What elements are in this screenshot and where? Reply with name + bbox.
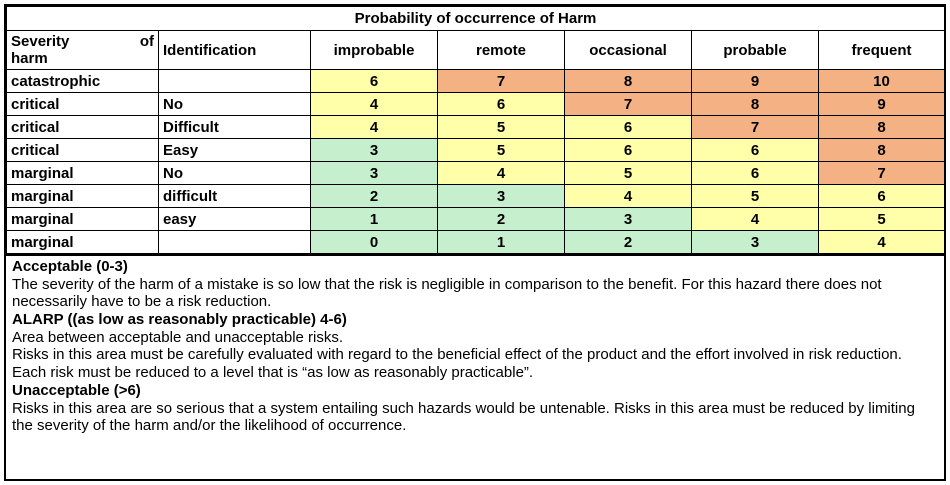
cell-severity: critical bbox=[7, 93, 159, 116]
header-occasional: occasional bbox=[565, 31, 692, 70]
table-title-row bbox=[7, 7, 945, 31]
unacceptable-text: Risks in this area are so serious that a system entailing such hazards would be untenable. Risks in this area must be reduced by limiting the severity of the harm and/or the likelihood of occurrence. bbox=[12, 399, 915, 435]
cell-severity: catastrophic bbox=[7, 70, 159, 93]
table-row bbox=[7, 162, 945, 185]
cell-value: 6 bbox=[438, 93, 565, 116]
acceptable-text: The severity of the harm of a mistake is so low that the risk is negligible in comparison to the benefit. For this hazard there does not necessarily have to be a risk reduction. bbox=[12, 275, 882, 311]
unacceptable-heading: Unacceptable (>6) bbox=[12, 381, 141, 399]
cell-severity: marginal bbox=[7, 162, 159, 185]
cell-value: 7 bbox=[565, 93, 692, 116]
cell-value: 3 bbox=[311, 139, 438, 162]
table-header-row bbox=[7, 31, 945, 70]
cell-value: 10 bbox=[819, 70, 945, 93]
cell-value: 5 bbox=[692, 185, 819, 208]
cell-value: 2 bbox=[565, 231, 692, 254]
header-severity-of: of bbox=[139, 33, 154, 50]
cell-value: 1 bbox=[311, 208, 438, 231]
cell-value: 4 bbox=[692, 208, 819, 231]
header-remote: remote bbox=[438, 31, 565, 70]
cell-value: 2 bbox=[438, 208, 565, 231]
cell-value: 2 bbox=[311, 185, 438, 208]
cell-identification: easy bbox=[159, 208, 311, 231]
risk-matrix-table bbox=[6, 6, 945, 254]
alarp-text-1: Area between acceptable and unacceptable risks. bbox=[12, 328, 344, 346]
cell-severity: marginal bbox=[7, 231, 159, 254]
cell-value: 0 bbox=[311, 231, 438, 254]
cell-value: 3 bbox=[565, 208, 692, 231]
cell-identification: Easy bbox=[159, 139, 311, 162]
cell-severity: marginal bbox=[7, 208, 159, 231]
cell-severity: critical bbox=[7, 139, 159, 162]
table-row bbox=[7, 70, 945, 93]
cell-value: 5 bbox=[565, 162, 692, 185]
table-row bbox=[7, 93, 945, 116]
header-probable: probable bbox=[692, 31, 819, 70]
header-improbable: improbable bbox=[311, 31, 438, 70]
acceptable-heading: Acceptable (0-3) bbox=[12, 258, 128, 275]
cell-identification bbox=[159, 70, 311, 93]
cell-value: 6 bbox=[565, 116, 692, 139]
cell-value: 5 bbox=[819, 208, 945, 231]
cell-value: 4 bbox=[311, 116, 438, 139]
table-title: Probability of occurrence of Harm bbox=[7, 7, 945, 31]
cell-identification: No bbox=[159, 93, 311, 116]
cell-identification bbox=[159, 231, 311, 254]
cell-value: 6 bbox=[311, 70, 438, 93]
table-row bbox=[7, 231, 945, 254]
table-row bbox=[7, 116, 945, 139]
cell-value: 7 bbox=[438, 70, 565, 93]
cell-identification: No bbox=[159, 162, 311, 185]
alarp-text-2: Risks in this area must be carefully evaluated with regard to the beneficial effect of the product and the effort involved in risk reduction. Each risk must be reduced to a level that is “as low as reasonably practicable”. bbox=[12, 346, 902, 382]
cell-value: 6 bbox=[692, 162, 819, 185]
cell-value: 8 bbox=[819, 116, 945, 139]
header-identification: Identification bbox=[159, 31, 311, 70]
cell-value: 3 bbox=[438, 185, 565, 208]
header-severity bbox=[7, 31, 159, 70]
cell-value: 6 bbox=[565, 139, 692, 162]
cell-value: 6 bbox=[819, 185, 945, 208]
cell-value: 8 bbox=[692, 93, 819, 116]
cell-value: 6 bbox=[692, 139, 819, 162]
cell-value: 5 bbox=[438, 139, 565, 162]
cell-value: 4 bbox=[565, 185, 692, 208]
header-frequent: frequent bbox=[819, 31, 945, 70]
cell-value: 1 bbox=[438, 231, 565, 254]
cell-severity: marginal bbox=[7, 185, 159, 208]
table-row bbox=[7, 208, 945, 231]
cell-identification: Difficult bbox=[159, 116, 311, 139]
cell-value: 3 bbox=[692, 231, 819, 254]
table-row bbox=[7, 139, 945, 162]
legend-notes bbox=[6, 254, 944, 479]
cell-value: 9 bbox=[692, 70, 819, 93]
cell-value: 9 bbox=[819, 93, 945, 116]
cell-value: 5 bbox=[438, 116, 565, 139]
table-row bbox=[7, 185, 945, 208]
cell-value: 7 bbox=[819, 162, 945, 185]
cell-value: 3 bbox=[311, 162, 438, 185]
cell-value: 7 bbox=[692, 116, 819, 139]
cell-identification: difficult bbox=[159, 185, 311, 208]
alarp-heading: ALARP ((as low as reasonably practicable) 4-6) bbox=[12, 311, 347, 329]
cell-value: 4 bbox=[819, 231, 945, 254]
cell-value: 4 bbox=[311, 93, 438, 116]
header-severity-harm: harm bbox=[11, 50, 48, 67]
cell-value: 4 bbox=[438, 162, 565, 185]
cell-severity: critical bbox=[7, 116, 159, 139]
document-frame bbox=[4, 4, 946, 481]
cell-value: 8 bbox=[819, 139, 945, 162]
cell-value: 8 bbox=[565, 70, 692, 93]
header-severity-word: Severity bbox=[11, 33, 70, 50]
